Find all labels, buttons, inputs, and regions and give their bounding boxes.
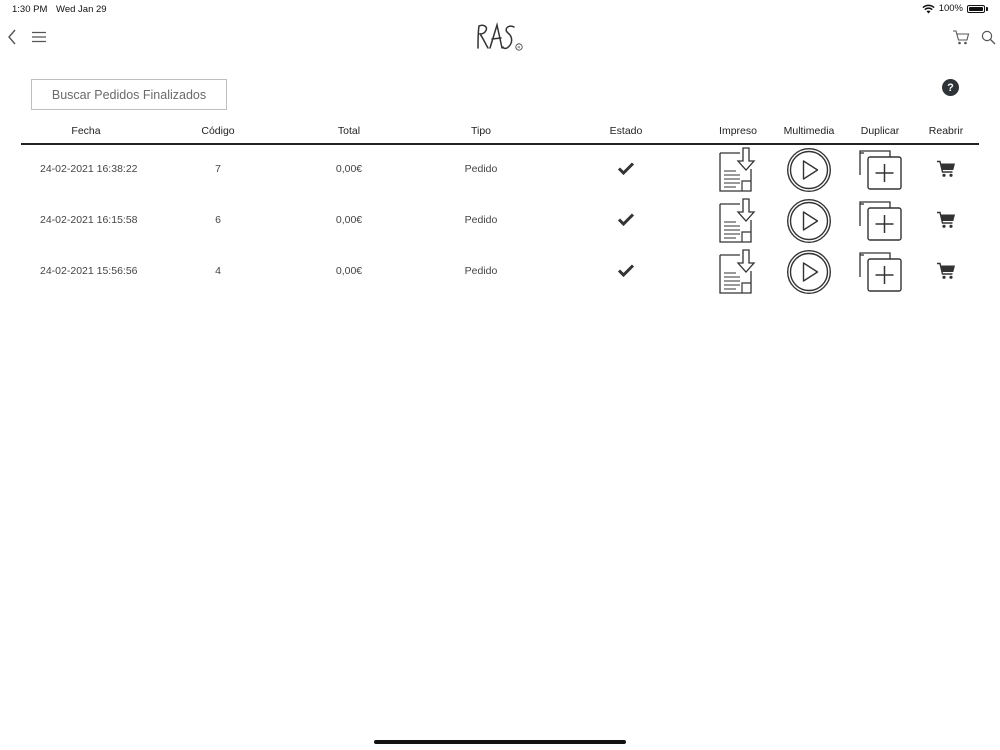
cell-total: 0,00€ <box>335 265 363 277</box>
cell-fecha: 24-02-2021 15:56:56 <box>40 265 138 277</box>
play-circle-icon[interactable] <box>786 249 832 295</box>
column-impreso: Impreso <box>719 125 757 137</box>
cell-tipo: Pedido <box>464 163 498 175</box>
wifi-icon <box>922 4 935 14</box>
nav-bar <box>0 22 1000 56</box>
check-icon <box>618 213 635 231</box>
home-indicator[interactable] <box>374 740 626 744</box>
cell-tipo: Pedido <box>464 265 498 277</box>
column-reabrir: Reabrir <box>928 125 964 137</box>
table-row <box>21 144 979 195</box>
cell-codigo: 6 <box>215 214 221 226</box>
duplicate-plus-icon[interactable] <box>857 147 903 193</box>
table-header <box>21 121 979 145</box>
cell-fecha: 24-02-2021 16:15:58 <box>40 214 138 226</box>
battery-icon <box>967 5 985 13</box>
status-left <box>12 4 107 15</box>
shopping-cart-icon[interactable] <box>936 211 956 229</box>
column-tipo: Tipo <box>470 125 492 137</box>
duplicate-plus-icon[interactable] <box>857 249 903 295</box>
status-date: Wed Jan 29 <box>56 4 107 15</box>
document-download-icon[interactable] <box>718 198 758 244</box>
column-codigo: Código <box>201 125 235 137</box>
check-icon <box>618 264 635 282</box>
battery-tip <box>986 7 988 11</box>
battery-percent: 100% <box>938 3 963 14</box>
back-chevron-icon[interactable] <box>4 28 20 46</box>
cell-tipo: Pedido <box>464 214 498 226</box>
status-time: 1:30 PM <box>12 4 48 15</box>
play-circle-icon[interactable] <box>786 198 832 244</box>
svg-text:R: R <box>517 44 521 50</box>
cell-fecha: 24-02-2021 16:38:22 <box>40 163 138 175</box>
hamburger-menu-icon[interactable] <box>30 28 48 46</box>
check-icon <box>618 162 635 180</box>
column-duplicar: Duplicar <box>860 125 900 137</box>
column-estado: Estado <box>609 125 643 137</box>
shopping-cart-icon[interactable] <box>950 27 972 47</box>
ras-logo <box>470 18 530 58</box>
column-multimedia: Multimedia <box>783 125 835 137</box>
document-download-icon[interactable] <box>718 249 758 295</box>
play-circle-icon[interactable] <box>786 147 832 193</box>
column-total: Total <box>337 125 361 137</box>
shopping-cart-icon[interactable] <box>936 160 956 178</box>
duplicate-plus-icon[interactable] <box>857 198 903 244</box>
status-right <box>922 3 988 14</box>
document-download-icon[interactable] <box>718 147 758 193</box>
cell-codigo: 7 <box>215 163 221 175</box>
table-row <box>21 195 979 246</box>
status-bar <box>0 0 1000 18</box>
cell-codigo: 4 <box>215 265 221 277</box>
column-fecha: Fecha <box>71 125 101 137</box>
search-icon[interactable] <box>978 27 998 47</box>
cell-total: 0,00€ <box>335 214 363 226</box>
help-icon[interactable]: ? <box>942 79 959 96</box>
shopping-cart-icon[interactable] <box>936 262 956 280</box>
cell-total: 0,00€ <box>335 163 363 175</box>
table-row <box>21 246 979 297</box>
search-input[interactable] <box>31 79 227 110</box>
